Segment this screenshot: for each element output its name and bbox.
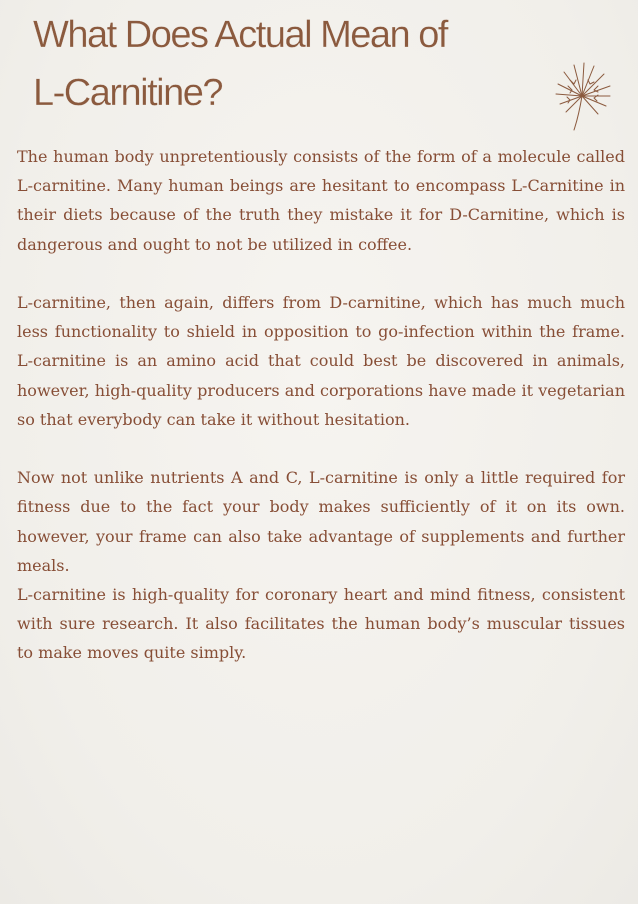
paragraph-4: L-carnitine is high-quality for coronary heart and mind fitness, consistent with sure research. It also facilitates the human body’s muscular tissues to make moves quite simply.: [17, 585, 625, 663]
paragraph-gap: [17, 259, 625, 288]
paragraph-2: L-carnitine, then again, differs from D-carnitine, which has much much less functionality to shield in opposition to go-infection within the frame. L-carnitine is an amino acid that could best be discovered in animals, however, high-quality producers and corporations have made it vegetarian so that everybody can take it without hesitation.: [17, 293, 625, 429]
title-line-2: L-Carnitine?: [33, 72, 222, 114]
page-title: [33, 6, 447, 122]
title-line-1: What Does Actual Mean of: [33, 14, 447, 56]
paragraph-gap: [17, 434, 625, 463]
paragraph-1: The human body unpretentiously consists of the form of a molecule called L-carnitine. Many human beings are hesitant to encompass L-Carnitine in their diets because of the truth they mistake it for D-Carnitine, which is dangerous and ought to not be utilized in coffee.: [17, 147, 625, 254]
paragraph-3: Now not unlike nutrients A and C, L-carnitine is only a little required for fitness due to the fact your body makes sufficiently of it on its own. however, your frame can also take advantage of supplements and further meals.: [17, 468, 625, 575]
palm-leaf-icon: [552, 62, 614, 132]
article-body: [17, 142, 625, 668]
